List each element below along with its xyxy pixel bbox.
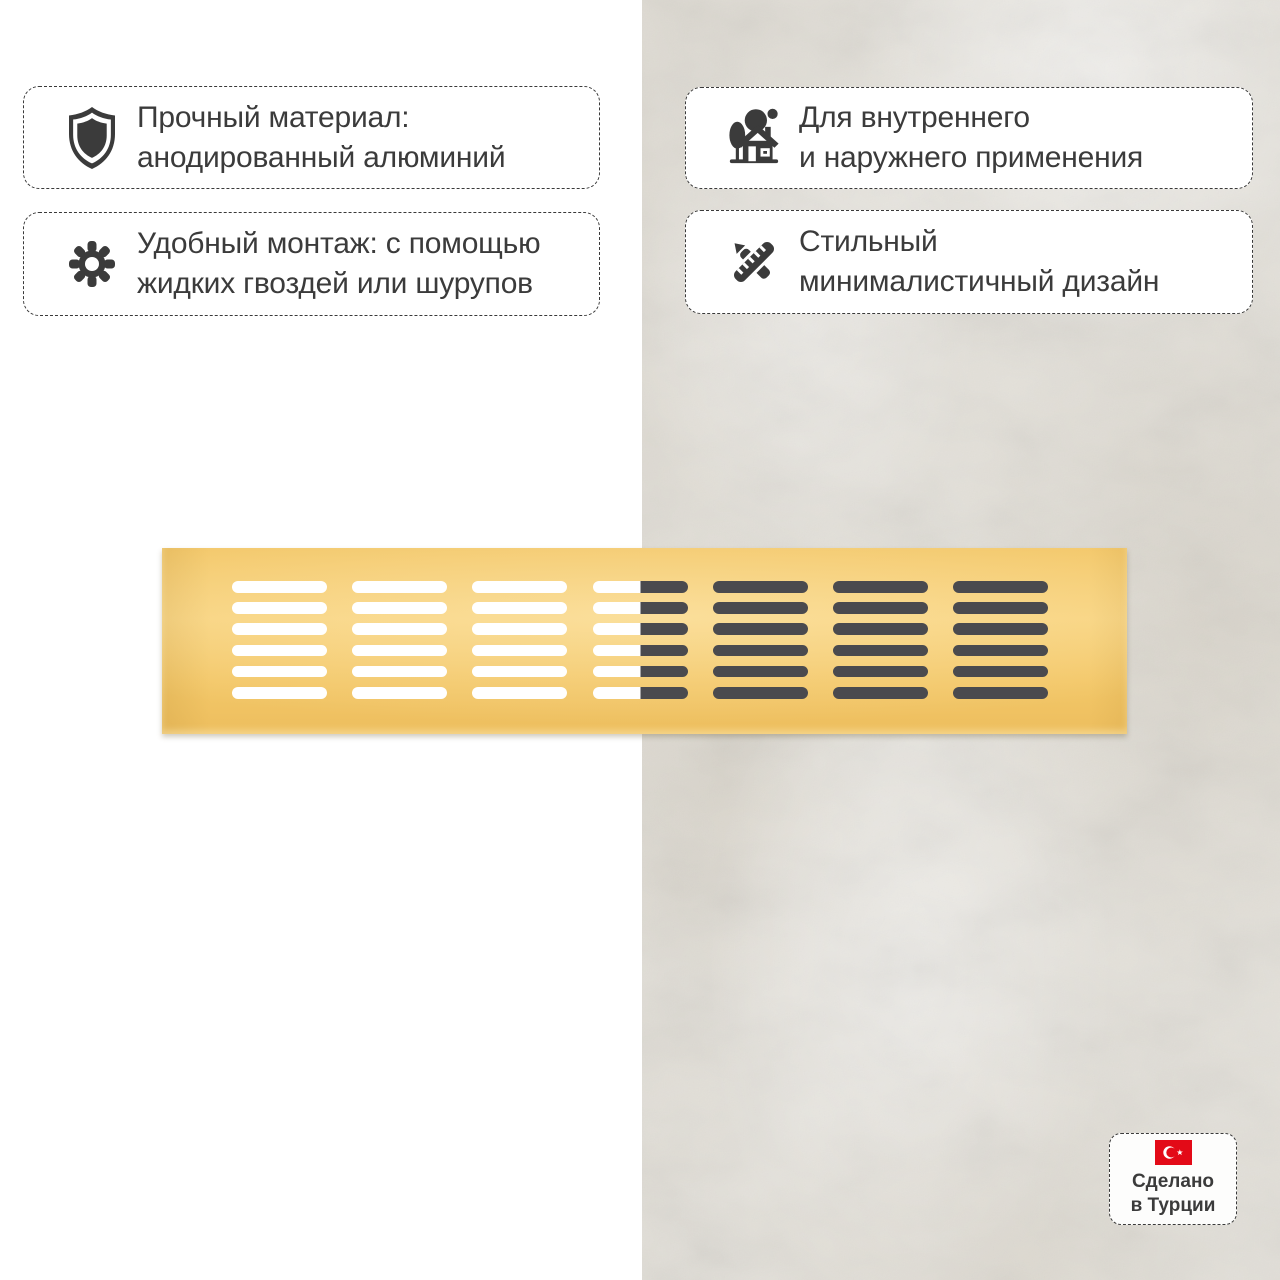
grille-slot bbox=[232, 581, 327, 593]
grille-slot bbox=[953, 602, 1048, 614]
grille-slot bbox=[833, 581, 928, 593]
grille-slot bbox=[953, 687, 1048, 699]
shield-icon bbox=[66, 106, 118, 170]
feature-line-1: Для внутреннего bbox=[799, 101, 1030, 134]
house-tree-icon bbox=[728, 103, 780, 173]
grille-slot bbox=[472, 645, 567, 657]
badge-line-1: Сделано bbox=[1131, 1171, 1215, 1192]
grille-slot bbox=[593, 687, 688, 699]
grille-slot bbox=[953, 645, 1048, 657]
feature-line-2: анодированный алюминий bbox=[137, 140, 506, 174]
pencil-ruler-icon bbox=[728, 232, 780, 292]
feature-text bbox=[799, 98, 1143, 178]
feature-card-design bbox=[685, 210, 1253, 314]
ventilation-grille bbox=[162, 548, 1127, 734]
grille-slot bbox=[833, 623, 928, 635]
feature-card-usage bbox=[685, 87, 1253, 189]
grille-slot bbox=[472, 687, 567, 699]
feature-text bbox=[137, 224, 540, 304]
grille-slot bbox=[713, 666, 808, 678]
grille-slot bbox=[352, 645, 447, 657]
grille-slot bbox=[352, 602, 447, 614]
grille-slot bbox=[593, 581, 688, 593]
feature-card-material bbox=[23, 86, 600, 189]
feature-text bbox=[799, 222, 1159, 302]
feature-line-1: Стильный bbox=[799, 225, 938, 258]
feature-line-1: Прочный материал: bbox=[137, 100, 410, 134]
turkey-flag-icon bbox=[1155, 1140, 1192, 1165]
grille-slot bbox=[472, 623, 567, 635]
grille-slot bbox=[953, 666, 1048, 678]
feature-line-2: и наружнего применения bbox=[799, 141, 1144, 174]
feature-line-1: Удобный монтаж: с помощью bbox=[137, 227, 541, 260]
grille-slot bbox=[472, 602, 567, 614]
badge-text bbox=[1131, 1170, 1216, 1218]
grille-slot bbox=[352, 581, 447, 593]
grille-slot bbox=[232, 687, 327, 699]
grille-slot bbox=[713, 602, 808, 614]
grille-slot bbox=[593, 602, 688, 614]
feature-line-2: минималистичный дизайн bbox=[799, 265, 1160, 298]
grille-slot bbox=[953, 623, 1048, 635]
grille-slot bbox=[713, 581, 808, 593]
badge-line-2: в Турции bbox=[1130, 1195, 1216, 1216]
grille-slot bbox=[352, 687, 447, 699]
grille-slot bbox=[953, 581, 1048, 593]
feature-line-2: жидких гвоздей или шурупов bbox=[137, 267, 533, 300]
grille-slot bbox=[232, 666, 327, 678]
grille-slot bbox=[472, 666, 567, 678]
grille-slot bbox=[833, 687, 928, 699]
grille-slot bbox=[833, 602, 928, 614]
gear-icon bbox=[66, 238, 118, 290]
grille-slot bbox=[352, 623, 447, 635]
grille-slot bbox=[232, 602, 327, 614]
grille-slot bbox=[833, 645, 928, 657]
grille-slot bbox=[593, 666, 688, 678]
made-in-turkey-badge bbox=[1109, 1133, 1237, 1225]
grille-slot bbox=[593, 645, 688, 657]
grille-slot bbox=[472, 581, 567, 593]
grille-slot bbox=[833, 666, 928, 678]
grille-slot bbox=[713, 687, 808, 699]
grille-slot bbox=[593, 623, 688, 635]
grille-slot bbox=[352, 666, 447, 678]
grille-slot bbox=[713, 645, 808, 657]
feature-card-mounting bbox=[23, 212, 600, 316]
grille-slot bbox=[232, 645, 327, 657]
grille-slot bbox=[232, 623, 327, 635]
grille-slot bbox=[713, 623, 808, 635]
feature-text bbox=[137, 98, 505, 178]
